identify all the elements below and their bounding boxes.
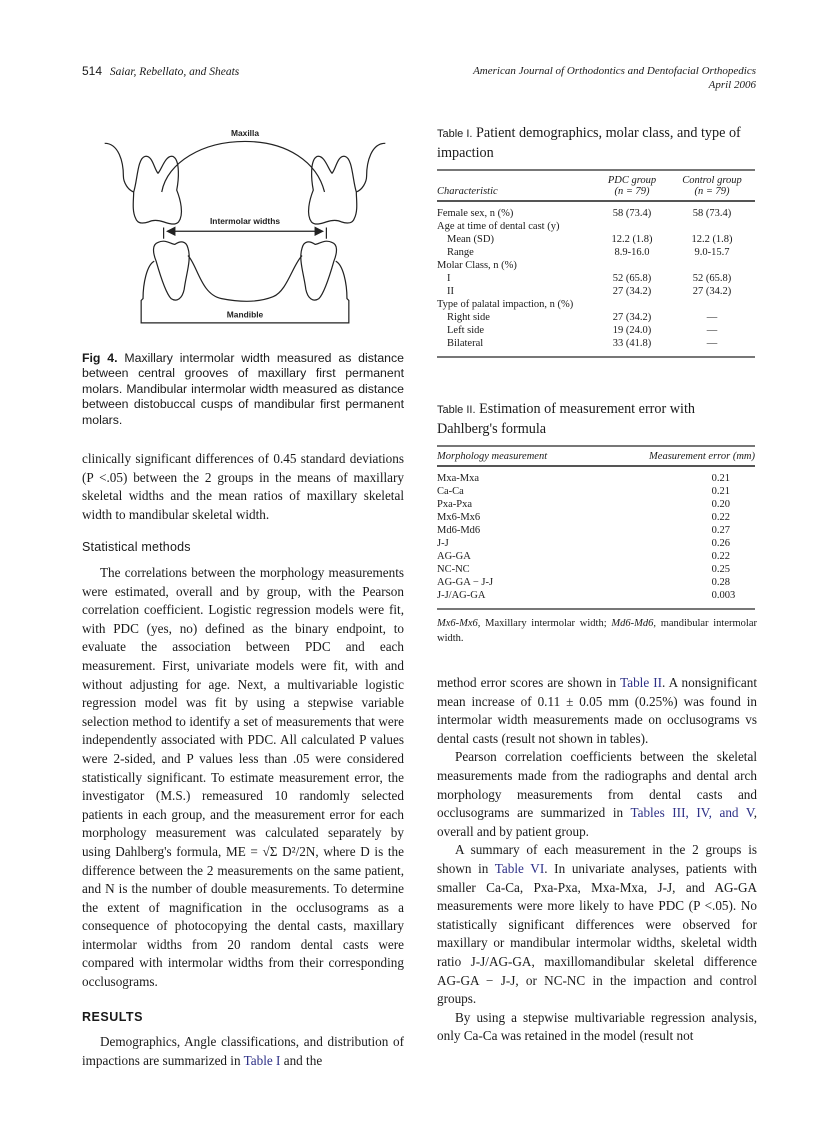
table-1-caption: Patient demographics, molar class, and type of impaction: [437, 125, 741, 161]
right-column: [437, 124, 757, 1046]
table-2: [437, 400, 757, 646]
issue-date: April 2006: [708, 79, 756, 91]
label-maxilla: Maxilla: [230, 127, 260, 138]
table-row: J-J/AG-GA 0.003: [437, 590, 736, 601]
heading-statistical-methods: Statistical methods: [82, 540, 191, 555]
table-row: Range 8.9-16.0 9.0-15.7: [447, 247, 730, 258]
table-row: J-J 0.26: [437, 538, 730, 549]
table-row: Md6-Md6 0.27: [437, 525, 730, 536]
paragraph-summary: A summary of each measurement in the 2 groups is shown in Table VI. In univariate analyses, patients with smaller Ca-Ca, Pxa-Pxa, Mxa-Mxa, J-J, and AG-GA measurements were more likely to have PDC (P <.05). No statistically significant differences were observed for maxillary or mandibular intermolar widths, skeletal width ratio J-J/AG-GA, maxillomandibular skeletal difference AG-GA − J-J, or NC-NC in the impaction and control groups.: [437, 842, 757, 1007]
table-row: AG-GA 0.22: [437, 551, 730, 562]
table-row: Mean (SD) 12.2 (1.8) 12.2 (1.8): [447, 234, 733, 245]
results-text-start: Demographics, Angle classifications, and distribution of impactions are summarized in: [82, 1034, 404, 1068]
link-table-vi[interactable]: Table VI: [494, 860, 545, 876]
table-row: Molar Class, n (%): [437, 260, 517, 271]
table-row: I 52 (65.8) 52 (65.8): [447, 273, 732, 284]
paragraph-method-error: method error scores are shown in Table II. A nonsignificant mean increase of 0.11 ± 0.05 mm (0.25%) was found in intermolar width measurements made on occlusograms vs dental casts (result not shown in tables).: [437, 675, 757, 746]
paragraph-continued: clinically significant differences of 0.45 standard deviations (P <.05) between the 2 groups in the means of maxillary skeletal widths and the mean ratios of maxillary skeletal width to mandibular skeletal width.: [82, 451, 404, 522]
col-error: Measurement error (mm): [649, 451, 755, 462]
table-2-caption: Estimation of measurement error with Dahlberg's formula: [437, 401, 695, 437]
figure-label: Fig 4.: [82, 351, 118, 365]
right-body: [437, 674, 757, 1046]
link-table-i[interactable]: Table I: [243, 1052, 281, 1068]
table-2-footnote: Mx6-Mx6, Maxillary intermolar width; Md6-Md6, mandibular intermolar width.: [437, 618, 757, 644]
running-head-left: [82, 64, 239, 78]
table-2-label: Table II.: [437, 404, 476, 416]
running-head-right: [473, 64, 756, 92]
table-row: Right side 27 (34.2) —: [447, 312, 718, 323]
table-2-title: [437, 400, 757, 439]
link-tables-iii-iv-v[interactable]: Tables III, IV, and V: [630, 805, 754, 821]
figure-4: [82, 120, 404, 340]
page-number: 514: [82, 64, 103, 78]
link-table-ii[interactable]: Table II: [620, 675, 663, 690]
left-column: [82, 120, 404, 1070]
heading-results: RESULTS: [82, 1009, 143, 1024]
intermolar-width-diagram: [100, 120, 390, 335]
paragraph-pearson: Pearson correlation coefficients between the skeletal measurements made from the radiographs and dental arch morphology measurements from dental casts and occlusograms are summarized in Tables III, IV, and V, overall and by patient group.: [437, 749, 757, 839]
table-row: Mxa-Mxa 0.21: [437, 473, 730, 484]
table-row: Left side 19 (24.0) —: [447, 325, 718, 336]
table-row: AG-GA − J-J 0.28: [437, 577, 730, 588]
table-row: Ca-Ca 0.21: [437, 486, 730, 497]
table-row: II 27 (34.2) 27 (34.2): [447, 286, 732, 297]
table-1: [437, 124, 757, 358]
journal-name: American Journal of Orthodontics and Dentofacial Orthopedics: [473, 65, 756, 77]
table-row: Pxa-Pxa 0.20: [437, 499, 730, 510]
left-body: [82, 450, 404, 1070]
col-morphology: Morphology measurement: [437, 451, 548, 462]
table-row: Bilateral 33 (41.8) —: [447, 338, 718, 349]
table-2-grid: [437, 445, 755, 610]
paragraph-stepwise: By using a stepwise multivariable regression analysis, only Ca-Ca was retained in the model (result not: [437, 1009, 757, 1044]
label-intermolar: Intermolar widths: [209, 215, 281, 226]
authors: Saiar, Rebellato, and Sheats: [109, 66, 240, 78]
table-1-label: Table I.: [437, 128, 473, 140]
table-row: NC-NC 0.25: [437, 564, 730, 575]
figure-caption: [82, 351, 404, 428]
figure-caption-text: Maxillary intermolar width measured as distance between central grooves of maxillary first permanent molars. Mandibular intermolar width measured as distance between distobuccal cusps of mandibular first permanent molars.: [82, 351, 404, 427]
paragraph-statistical: The correlations between the morphology measurements were estimated, overall and by group, with the Pearson correlation coefficient. Logistic regression models were fit, with PDC (yes, no) defined as the binary endpoint, to evaluate the association between PDC and each measurement. First, univariate models were fit, with and without adjusting for age. Next, a multivariable logistic regression model was fit by using a stepwise variable selection method to identify a set of measurements that were independently associated with PDC. All calculated P values were 2-sided, and P values less than .05 were considered statistically significant. To estimate measurement error, the investigator (M.S.) remeasured 10 randomly selected patients in each group, and the measurement error for each morphology measurement was calculated separately by using Dahlberg's formula, ME = √Σ D²/2N, where D is the difference between the 2 measurements on the same patient, and N is the number of double measurements. To determine the extent of magnification in the occlusograms as a consequence of photocopying the dental casts, maxillary intermolar widths from 20 random dental casts were compared with intermolar widths from their corresponding occlusograms.: [82, 565, 404, 990]
col-characteristic: Characteristic: [437, 186, 498, 197]
table-row: Age at time of dental cast (y): [437, 221, 560, 232]
table-1-title: [437, 124, 757, 163]
label-mandible: Mandible: [226, 309, 264, 320]
table-row: Mx6-Mx6 0.22: [437, 512, 730, 523]
table-row: Female sex, n (%) 58 (73.4) 58 (73.4): [437, 208, 732, 219]
col-control: Control group (n = 79): [682, 175, 742, 197]
col-pdc: PDC group (n = 79): [607, 175, 657, 197]
running-head: [82, 64, 756, 94]
results-text-end: and the: [280, 1052, 323, 1068]
paragraph-results: [82, 1033, 404, 1070]
table-1-grid: [437, 169, 755, 358]
table-row: Type of palatal impaction, n (%): [437, 299, 574, 310]
